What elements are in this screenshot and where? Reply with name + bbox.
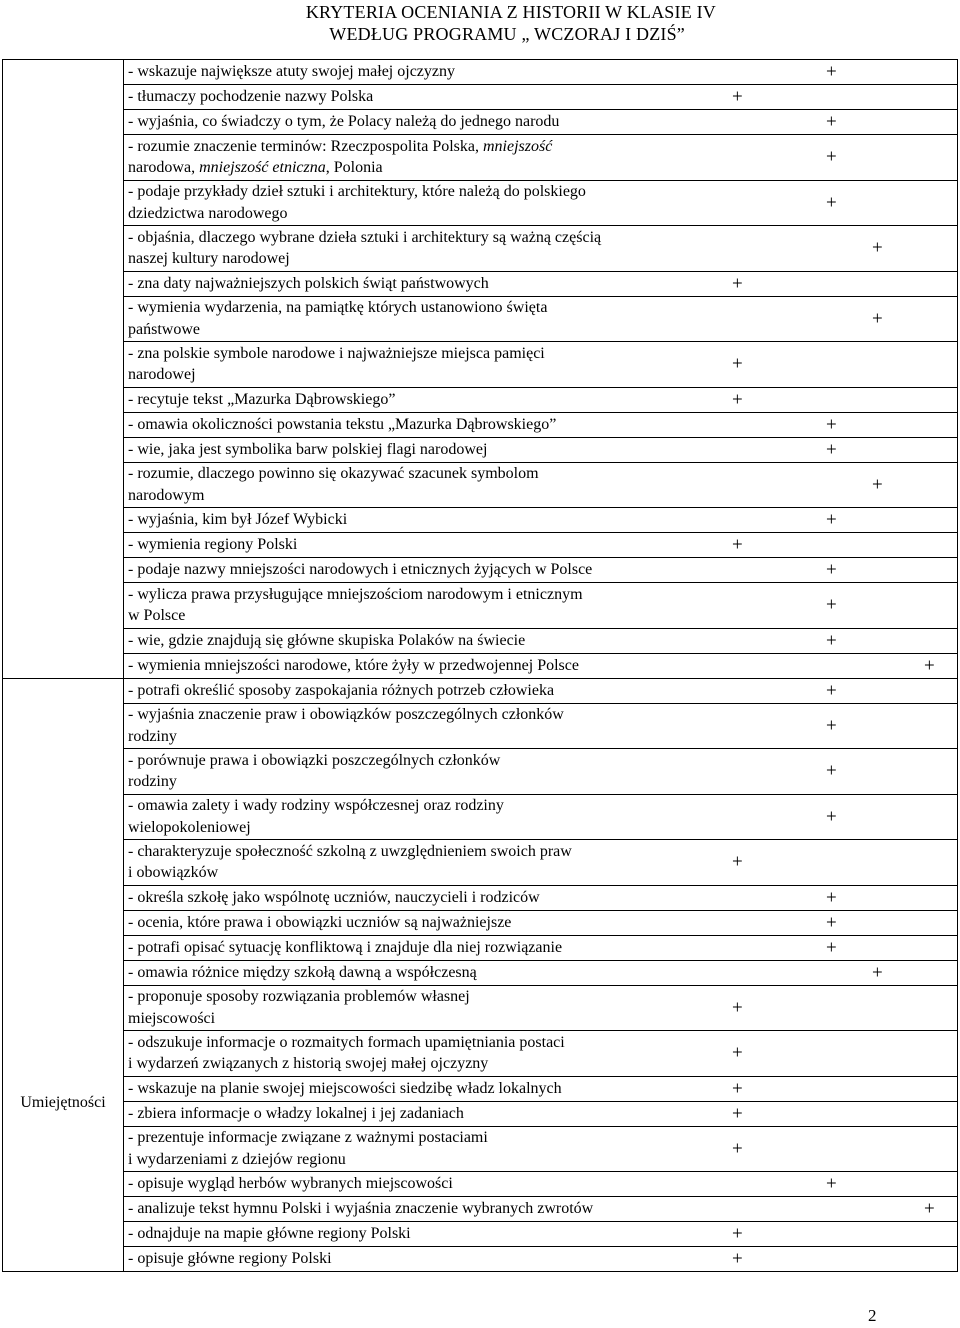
plus-mark: + xyxy=(826,414,837,435)
criteria-row xyxy=(3,840,958,886)
plus-mark: + xyxy=(732,534,743,556)
plus-mark: + xyxy=(872,237,883,259)
criteria-row xyxy=(3,794,958,840)
category-cell xyxy=(3,678,124,1272)
category-cell-empty xyxy=(3,60,124,679)
criteria-row xyxy=(3,583,958,629)
plus-mark: + xyxy=(826,806,837,828)
plus-mark: + xyxy=(732,86,743,108)
plus-mark: + xyxy=(826,559,837,581)
criterion-cell xyxy=(124,180,958,226)
criterion-text: - zna daty najważniejszych polskich świąt państwowych xyxy=(128,274,489,292)
criteria-row xyxy=(3,1031,958,1077)
criterion-text: - rozumie znaczenie terminów: Rzeczpospolita Polska, xyxy=(128,137,483,155)
criterion-cell xyxy=(124,558,958,583)
criteria-row xyxy=(3,1101,958,1126)
criterion-cell xyxy=(124,226,958,272)
criteria-row xyxy=(3,135,958,181)
criterion-text: - określa szkołę jako wspólnotę uczniów, nauczycieli i rodziców xyxy=(128,888,540,906)
criterion-cell xyxy=(124,749,958,795)
criterion-cell xyxy=(124,885,958,910)
criteria-row xyxy=(3,110,958,135)
criterion-text: - omawia różnice między szkołą dawną a współczesną xyxy=(128,963,477,981)
criteria-row xyxy=(3,180,958,226)
criteria-row xyxy=(3,558,958,583)
criterion-text: - wylicza prawa przysługujące mniejszościom narodowym i etnicznym xyxy=(128,585,583,603)
plus-mark: + xyxy=(732,389,743,410)
criterion-text: i wydarzeń związanych z historią swojej małej ojczyzny xyxy=(128,1055,489,1073)
criteria-row xyxy=(3,935,958,960)
plus-mark: + xyxy=(732,997,743,1019)
criterion-text: wielopokoleniowej xyxy=(128,818,251,836)
plus-mark: + xyxy=(732,851,743,873)
criteria-row xyxy=(3,60,958,85)
criterion-text: - charakteryzuje społeczność szkolną z uwzględnieniem swoich praw xyxy=(128,842,572,860)
criterion-text: narodowym xyxy=(128,486,205,504)
criterion-text: - wymienia regiony Polski xyxy=(128,536,298,554)
criteria-row xyxy=(3,885,958,910)
criteria-row xyxy=(3,985,958,1031)
criterion-cell xyxy=(124,462,958,508)
page-number: 2 xyxy=(868,1306,877,1325)
criterion-text: - tłumaczy pochodzenie nazwy Polska xyxy=(128,88,374,106)
plus-mark: + xyxy=(826,509,837,531)
criterion-text: - wyjaśnia znaczenie praw i obowiązków poszczególnych członków xyxy=(128,706,564,724)
criterion-text: - zna polskie symbole narodowe i najważniejsze miejsca pamięci xyxy=(128,344,545,362)
criterion-text: - odnajduje na mapie główne regiony Polski xyxy=(128,1225,411,1243)
criteria-row xyxy=(3,533,958,558)
plus-mark: + xyxy=(924,1198,935,1220)
plus-mark: + xyxy=(872,962,883,983)
criterion-cell xyxy=(124,703,958,749)
criteria-row xyxy=(3,703,958,749)
criterion-cell xyxy=(124,628,958,653)
criterion-term: mniejszość etniczna xyxy=(199,159,326,177)
criterion-text: - wymienia mniejszości narodowe, które żyły w przedwojennej Polsce xyxy=(128,656,579,674)
plus-mark: + xyxy=(732,1078,743,1099)
plus-mark: + xyxy=(826,1173,837,1195)
criterion-cell xyxy=(124,794,958,840)
criterion-text: w Polsce xyxy=(128,607,186,625)
criterion-cell xyxy=(124,1222,958,1247)
criterion-text: - prezentuje informacje związane z ważnymi postaciami xyxy=(128,1129,488,1147)
criterion-text: - wymienia wydarzenia, na pamiątkę których ustanowiono święta xyxy=(128,299,548,317)
criterion-cell xyxy=(124,985,958,1031)
criterion-cell xyxy=(124,1101,958,1126)
plus-mark: + xyxy=(732,1103,743,1124)
criterion-text: - wskazuje na planie swojej miejscowości siedzibę władz lokalnych xyxy=(128,1079,562,1097)
criterion-cell xyxy=(124,1126,958,1172)
plus-mark: + xyxy=(732,273,743,294)
criteria-row xyxy=(3,628,958,653)
criteria-row xyxy=(3,653,958,678)
criterion-text: rodziny xyxy=(128,727,177,745)
criterion-cell xyxy=(124,342,958,388)
plus-mark: + xyxy=(826,439,837,460)
criterion-cell xyxy=(124,678,958,703)
plus-mark: + xyxy=(732,353,743,375)
plus-mark: + xyxy=(872,474,883,496)
criteria-row xyxy=(3,85,958,110)
criterion-cell xyxy=(124,583,958,629)
criterion-text: - proponuje sposoby rozwiązania problemów własnej xyxy=(128,988,470,1006)
criterion-text: - wyjaśnia, co świadczy o tym, że Polacy należą do jednego narodu xyxy=(128,113,560,131)
criteria-row xyxy=(3,1076,958,1101)
criterion-text: - wie, jaka jest symbolika barw polskiej flagi narodowej xyxy=(128,440,488,458)
criterion-text: - omawia zalety i wady rodziny współczesnej oraz rodziny xyxy=(128,797,504,815)
criterion-cell xyxy=(124,935,958,960)
criterion-cell xyxy=(124,840,958,886)
plus-mark: + xyxy=(826,630,837,651)
criterion-text: naszej kultury narodowej xyxy=(128,250,290,268)
plus-mark: + xyxy=(826,61,837,83)
criterion-cell xyxy=(124,1247,958,1272)
plus-mark: + xyxy=(826,937,837,958)
criteria-row xyxy=(3,678,958,703)
criterion-cell xyxy=(124,85,958,110)
criteria-row xyxy=(3,1126,958,1172)
criteria-row xyxy=(3,910,958,935)
plus-mark: + xyxy=(826,887,837,908)
criterion-text: , Polonia xyxy=(325,159,383,177)
criteria-row xyxy=(3,508,958,533)
criterion-text: rodziny xyxy=(128,773,177,791)
criteria-row xyxy=(3,960,958,985)
criteria-row xyxy=(3,226,958,272)
criterion-text: narodowej xyxy=(128,366,196,384)
plus-mark: + xyxy=(826,715,837,737)
criterion-cell xyxy=(124,110,958,135)
criterion-text: miejscowości xyxy=(128,1009,216,1027)
criterion-text: dziedzictwa narodowego xyxy=(128,204,288,222)
criterion-text: - odszukuje informacje o rozmaitych formach upamiętniania postaci xyxy=(128,1033,565,1051)
criterion-cell xyxy=(124,1031,958,1077)
criterion-text: - opisuje wygląd herbów wybranych miejscowości xyxy=(128,1175,453,1193)
plus-mark: + xyxy=(872,308,883,330)
criterion-text: - wskazuje największe atuty swojej małej ojczyzny xyxy=(128,63,455,81)
criterion-cell xyxy=(124,437,958,462)
criterion-cell xyxy=(124,653,958,678)
plus-mark: + xyxy=(924,655,935,676)
criterion-text: i obowiązków xyxy=(128,864,219,882)
criteria-table xyxy=(2,59,958,1272)
criterion-cell xyxy=(124,1197,958,1222)
criteria-row xyxy=(3,342,958,388)
plus-mark: + xyxy=(826,680,837,701)
plus-mark: + xyxy=(826,146,837,168)
criterion-cell xyxy=(124,412,958,437)
title-line-1: KRYTERIA OCENIANIA Z HISTORII W KLASIE IV xyxy=(305,2,716,22)
title-line-2: WEDŁUG PROGRAMU „ WCZORAJ I DZIŚ” xyxy=(329,24,685,44)
plus-mark: + xyxy=(732,1248,743,1270)
plus-mark: + xyxy=(732,1042,743,1064)
criterion-text: - wie, gdzie znajdują się główne skupiska Polaków na świecie xyxy=(128,631,526,649)
plus-mark: + xyxy=(826,111,837,133)
criterion-cell xyxy=(124,1076,958,1101)
criterion-cell xyxy=(124,271,958,296)
criterion-text: - podaje przykłady dzieł sztuki i architektury, które należą do polskiego xyxy=(128,183,586,201)
criterion-cell xyxy=(124,387,958,412)
criterion-text: - porównuje prawa i obowiązki poszczególnych członków xyxy=(128,751,501,769)
criterion-cell xyxy=(124,910,958,935)
criteria-row xyxy=(3,296,958,342)
criterion-text: - potrafi opisać sytuację konfliktową i znajduje dla niej rozwiązanie xyxy=(128,938,563,956)
criterion-text: - recytuje tekst „Mazurka Dąbrowskiego” xyxy=(128,390,396,408)
criterion-text: i wydarzeniami z dziejów regionu xyxy=(128,1150,346,1168)
criterion-cell xyxy=(124,296,958,342)
category-label: Umiejętności xyxy=(20,1094,106,1111)
criterion-text: - wyjaśnia, kim był Józef Wybicki xyxy=(128,511,348,529)
plus-mark: + xyxy=(826,760,837,782)
criterion-cell xyxy=(124,135,958,181)
criterion-cell xyxy=(124,960,958,985)
criterion-cell xyxy=(124,1172,958,1197)
criterion-cell xyxy=(124,60,958,85)
criteria-row xyxy=(3,387,958,412)
criteria-row xyxy=(3,749,958,795)
criterion-text: - opisuje główne regiony Polski xyxy=(128,1250,332,1268)
criterion-cell xyxy=(124,508,958,533)
criterion-term: mniejszość xyxy=(482,137,553,155)
plus-mark: + xyxy=(732,1138,743,1160)
criterion-text: - zbiera informacje o władzy lokalnej i jej zadaniach xyxy=(128,1104,464,1122)
criterion-cell xyxy=(124,533,958,558)
criteria-row xyxy=(3,1222,958,1247)
criterion-text: - omawia okoliczności powstania tekstu „Mazurka Dąbrowskiego” xyxy=(128,415,557,433)
criteria-row xyxy=(3,271,958,296)
criterion-text: - ocenia, które prawa i obowiązki uczniów są najważniejsze xyxy=(128,913,512,931)
criteria-row xyxy=(3,1247,958,1272)
criterion-text: - objaśnia, dlaczego wybrane dzieła sztuki i architektury są ważną częścią xyxy=(128,228,602,246)
criteria-row xyxy=(3,412,958,437)
plus-mark: + xyxy=(826,594,837,616)
criterion-text: państwowe xyxy=(128,320,200,338)
criteria-row xyxy=(3,1197,958,1222)
plus-mark: + xyxy=(826,192,837,214)
criteria-row xyxy=(3,462,958,508)
plus-mark: + xyxy=(732,1223,743,1245)
criteria-row xyxy=(3,437,958,462)
criterion-text: narodowa, xyxy=(128,159,200,177)
criterion-text: - analizuje tekst hymnu Polski i wyjaśnia znaczenie wybranych zwrotów xyxy=(128,1200,594,1218)
plus-mark: + xyxy=(826,912,837,933)
criteria-row xyxy=(3,1172,958,1197)
criterion-text: - rozumie, dlaczego powinno się okazywać szacunek symbolom xyxy=(128,465,539,483)
criterion-text: - potrafi określić sposoby zaspokajania różnych potrzeb człowieka xyxy=(128,681,555,699)
criterion-text: - podaje nazwy mniejszości narodowych i etnicznych żyjących w Polsce xyxy=(128,561,593,579)
